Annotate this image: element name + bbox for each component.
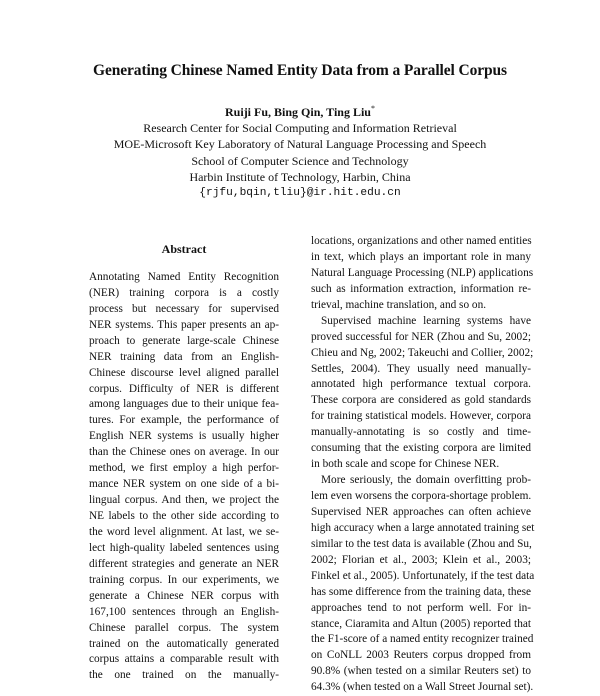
- abstract-line: Chinese parallel corpus. The system: [89, 621, 279, 634]
- body-text-line: approaches tend to not perform well. For in-: [311, 601, 531, 614]
- abstract-line: method, we first employ a high perfor-: [89, 462, 279, 475]
- body-text-line: These corpora are considered as gold standards: [311, 394, 531, 407]
- affiliation-line: Harbin Institute of Technology, Harbin, China: [189, 169, 411, 184]
- body-text-line: the F1-score of a named entity recognizer trained: [311, 633, 534, 646]
- author-names: Ruiji Fu, Bing Qin, Ting Liu: [225, 105, 371, 119]
- paper-title: Generating Chinese Named Entity Data from a Parallel Corpus: [92, 62, 507, 79]
- body-text-line: More seriously, the domain overfitting prob-: [321, 474, 531, 487]
- contact-email: {rjfu,bqin,tliu}@ir.hit.edu.cn: [199, 187, 401, 200]
- abstract-line: corpus. Difficulty of NER is different: [89, 382, 279, 395]
- abstract-line: lingual corpus. And then, we project the: [89, 494, 279, 507]
- right-column: [311, 234, 535, 696]
- body-text-line: on CoNLL 2003 Reuters corpus dropped from: [311, 649, 531, 662]
- body-text-line: 90.8% (when tested on a similar Reuters set) to: [311, 665, 531, 678]
- abstract-line: the word level alignment. At last, we se-: [89, 525, 279, 538]
- abstract-line: NE labels to the other side according to: [89, 510, 279, 523]
- abstract-line: tures. For example, the performance of: [89, 414, 279, 427]
- abstract-line: (NER) training corpora is a costly: [89, 286, 279, 299]
- body-text-line: Finkel et al., 2005). Unfortunately, if the test data: [311, 569, 535, 582]
- body-text-line: in text, which plays an important role in many: [311, 250, 531, 263]
- abstract-heading: Abstract: [161, 242, 207, 256]
- abstract-line: generate a Chinese NER corpus with: [89, 589, 279, 602]
- body-text-line: trieval, machine translation, and so on.: [311, 298, 487, 311]
- abstract-line: Chinese discourse level aligned parallel: [89, 366, 279, 379]
- abstract-body: [89, 270, 279, 684]
- body-text-line: Supervised NER approaches can often achieve: [311, 505, 531, 518]
- body-text-line: 2002; Florian et al., 2003; Klein et al., 2003;: [311, 553, 531, 566]
- body-text-line: annotated high performance textual corpora.: [311, 378, 531, 391]
- abstract-line: corpus attains a comparable result with: [89, 653, 279, 666]
- body-text-line: high accuracy when a large annotated training set: [311, 521, 535, 534]
- author-mark: *: [370, 104, 375, 113]
- abstract-line: training corpus. In our experiments, we: [89, 573, 279, 586]
- body-text-line: proved successful for NER (Zhou and Su, 2002;: [311, 330, 531, 343]
- abstract-line: NER systems. This paper presents an ap-: [89, 318, 279, 331]
- body-text-line: lem even worsens the corpora-shortage problem.: [311, 490, 532, 502]
- abstract-line: the one trained on the manually-: [89, 669, 279, 682]
- abstract-line: NER training data from an English-: [89, 350, 279, 363]
- abstract-line: 167,100 sentences through an English-: [89, 605, 279, 618]
- abstract-line: among languages due to their unique fea-: [89, 398, 279, 411]
- body-text-line: 64.3% (when tested on a Wall Street Journal set).: [311, 681, 534, 694]
- body-text-line: Supervised machine learning systems have: [321, 314, 531, 327]
- introduction-body: [311, 234, 535, 696]
- abstract-line: proach to generate large-scale Chinese: [89, 334, 279, 347]
- abstract-line: different strategies and generate an NER: [89, 557, 279, 570]
- abstract-line: than the Chinese ones on average. In our: [89, 446, 279, 459]
- affiliation-line: School of Computer Science and Technology: [191, 153, 409, 168]
- abstract-line: trained on the automatically generated: [89, 637, 279, 650]
- body-text-line: manually-annotating is so costly and time-: [311, 426, 531, 439]
- body-text-line: Natural Language Processing (NLP) applications: [311, 266, 534, 279]
- abstract-line: lect high-quality labeled sentences using: [89, 541, 279, 554]
- body-text-line: Chieu and Ng, 2002; Takeuchi and Collier, 2002;: [311, 346, 534, 359]
- body-text-line: for training statistical models. However, corpora: [311, 410, 531, 423]
- author-list: [0, 104, 600, 120]
- body-text-line: in both scale and scope for Chinese NER.: [311, 458, 500, 471]
- body-text-line: consuming that the existing corpora are limited: [311, 442, 531, 455]
- abstract-line: English NER systems is usually higher: [89, 430, 279, 443]
- affiliation-line: MOE-Microsoft Key Laboratory of Natural Language Processing and Speech: [113, 137, 487, 152]
- abstract-line: process but necessary for supervised: [89, 302, 279, 315]
- body-text-line: has some difference from the training data, these: [311, 585, 531, 598]
- body-text-line: similar to the test data is available (Zhou and Su,: [311, 537, 532, 550]
- body-text-line: Settles, 2004). They usually need manually-: [311, 362, 531, 375]
- body-text-line: stance, Ciaramita and Altun (2005) reported that: [311, 617, 531, 630]
- body-text-line: locations, organizations and other named entities: [311, 235, 532, 247]
- left-column: [89, 232, 279, 684]
- abstract-line: mance NER system on one side of a bi-: [89, 478, 279, 491]
- abstract-line: Annotating Named Entity Recognition: [89, 270, 279, 283]
- affiliation-block: [0, 120, 600, 201]
- body-text-line: such as information extraction, information re-: [311, 282, 531, 295]
- affiliation-line: Research Center for Social Computing and Information Retrieval: [143, 121, 457, 135]
